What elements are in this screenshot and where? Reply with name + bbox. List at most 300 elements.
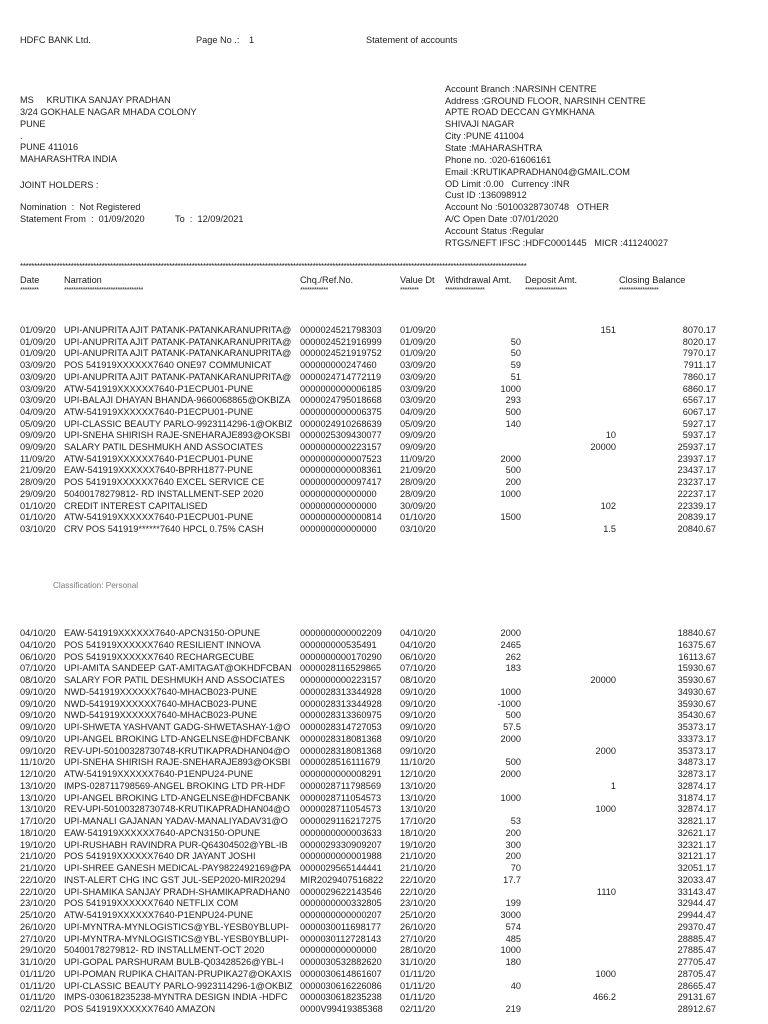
txn-ref-no: 0000029116217275 <box>300 816 382 826</box>
txn-narration: CREDIT INTEREST CAPITALISED <box>64 500 208 511</box>
txn-ref-no: 0000000000006375 <box>300 406 382 417</box>
txn-narration: UPI-AMITA SANDEEP GAT-AMITAGAT@OKHDFCBAN <box>64 663 292 674</box>
txn-ref-no: 0000000000223157 <box>300 675 382 685</box>
txn-value-date: 22/10/20 <box>400 874 436 885</box>
txn-ref-no: 0000000000007523 <box>300 453 382 464</box>
txn-ref-no: 0000000000223157 <box>300 442 382 452</box>
table-row <box>0 337 768 349</box>
table-row <box>0 828 768 840</box>
txn-value-date: 01/11/20 <box>400 968 436 979</box>
txn-value-date: 09/10/20 <box>400 698 436 709</box>
column-header-ref: Chq./Ref.No. <box>300 275 354 285</box>
txn-date: 06/10/20 <box>20 651 56 662</box>
txn-narration: UPI-MANALI GAJANAN YADAV-MANALIYADAV31@O <box>64 816 288 826</box>
txn-ref-no: 0000000000003633 <box>300 827 382 838</box>
txn-withdrawal: 1000 <box>500 488 521 499</box>
txn-narration: IMPS-028711798569-ANGEL BROKING LTD PR-HDF <box>64 780 286 791</box>
txn-value-date: 13/10/20 <box>400 780 436 791</box>
txn-date: 22/10/20 <box>20 874 56 885</box>
txn-date: 29/10/20 <box>20 945 56 956</box>
txn-withdrawal: 500 <box>505 406 521 417</box>
txn-narration: POS 541919XXXXXX7640 RESILIENT INNOVA <box>64 639 261 650</box>
txn-narration: UPI-ANGEL BROKING LTD-ANGELNSE@HDFCBANK <box>64 792 291 803</box>
txn-withdrawal: 53 <box>510 816 521 826</box>
customer-address-1: 3/24 GOKHALE NAGAR MHADA COLONY <box>20 107 197 117</box>
txn-withdrawal: 50 <box>510 348 521 359</box>
table-row <box>0 992 768 1004</box>
txn-withdrawal: 57.5 <box>503 722 521 732</box>
txn-withdrawal: 180 <box>505 957 521 967</box>
txn-narration: UPI-ANGEL BROKING LTD-ANGELNSE@HDFCBANK <box>64 733 291 744</box>
txn-withdrawal: 500 <box>505 757 521 768</box>
txn-date: 04/10/20 <box>20 639 56 650</box>
branch-line-10: Cust ID :136098912 <box>445 190 527 200</box>
txn-value-date: 01/11/20 <box>400 980 436 991</box>
txn-value-date: 28/09/20 <box>400 477 436 488</box>
txn-withdrawal: 200 <box>505 477 521 488</box>
txn-value-date: 03/09/20 <box>400 395 436 406</box>
txn-ref-no: 0000030616226086 <box>300 980 382 991</box>
txn-value-date: 28/09/20 <box>400 488 436 499</box>
txn-narration: CRV POS 541919******7640 HPCL 0.75% CASH <box>64 523 264 534</box>
txn-withdrawal: 485 <box>505 933 521 944</box>
txn-ref-no: 0000028314727053 <box>300 722 382 732</box>
table-row <box>0 407 768 419</box>
txn-value-date: 09/09/20 <box>400 430 436 441</box>
txn-date: 12/10/20 <box>20 769 56 779</box>
txn-value-date: 18/10/20 <box>400 827 436 838</box>
table-row <box>0 501 768 513</box>
txn-ref-no: 000000000000000 <box>300 488 377 499</box>
txn-date: 22/10/20 <box>20 886 56 897</box>
txn-narration: INST-ALERT CHG INC GST JUL-SEP2020-MIR20294 <box>64 874 286 885</box>
txn-ref-no: 0000V99419385368 <box>300 1004 383 1014</box>
txn-deposit: 151 <box>600 325 616 335</box>
page-number: 1 <box>249 35 255 45</box>
txn-date: 01/10/20 <box>20 500 56 511</box>
table-row <box>0 934 768 946</box>
txn-ref-no: 0000030532882620 <box>300 957 382 967</box>
bank-name: HDFC BANK Ltd. <box>20 35 91 45</box>
txn-ref-no: 0000024910268639 <box>300 418 382 429</box>
txn-narration: UPI-RUSHABH RAVINDRA PUR-Q64304502@YBL-IB <box>64 839 288 850</box>
txn-ref-no: 0000024714772119 <box>300 371 382 382</box>
table-row <box>0 489 768 501</box>
txn-closing-balance: 16375.67 <box>677 639 716 650</box>
txn-ref-no: 0000000000008291 <box>300 769 382 779</box>
branch-line-5: City :PUNE 411004 <box>445 131 524 141</box>
table-row <box>0 851 768 863</box>
txn-withdrawal: 140 <box>505 418 521 429</box>
txn-value-date: 09/10/20 <box>400 745 436 756</box>
table-row <box>0 969 768 981</box>
txn-date: 18/10/20 <box>20 827 56 838</box>
txn-withdrawal: 500 <box>505 710 521 721</box>
txn-closing-balance: 33143.47 <box>677 886 716 897</box>
txn-narration: UPI-SHREE GANESH MEDICAL-PAY9822492169@PA <box>64 863 291 873</box>
txn-ref-no: 0000030112728143 <box>300 933 382 944</box>
table-row <box>0 875 768 887</box>
txn-closing-balance: 20839.17 <box>677 512 716 523</box>
txn-ref-no: 0000030011698177 <box>300 921 382 932</box>
txn-date: 11/10/20 <box>20 757 56 768</box>
txn-ref-no: 0000000000170290 <box>300 651 382 662</box>
column-header-withdrawal: Withdrawal Amt. <box>445 275 512 285</box>
txn-closing-balance: 32874.17 <box>677 804 716 815</box>
branch-line-7: Phone no. :020-61606161 <box>445 155 552 165</box>
statement-to: To : 12/09/2021 <box>175 214 244 224</box>
txn-withdrawal: 1000 <box>500 945 521 956</box>
txn-value-date: 02/11/20 <box>400 1004 436 1014</box>
txn-withdrawal: 2000 <box>500 769 521 779</box>
txn-ref-no: 0000025309430077 <box>300 430 382 441</box>
table-row <box>0 419 768 431</box>
txn-value-date: 09/10/20 <box>400 733 436 744</box>
column-underline-ref: ************ <box>300 287 328 294</box>
txn-ref-no: 0000024521916999 <box>300 336 382 347</box>
txn-narration: UPI-CLASSIC BEAUTY PARLO-9923114296-1@OKBIZ <box>64 980 293 991</box>
txn-narration: UPI-ANUPRITA AJIT PATANK-PATANKARANUPRITA@ <box>64 371 292 382</box>
txn-value-date: 05/09/20 <box>400 418 436 429</box>
txn-date: 02/11/20 <box>20 1004 56 1014</box>
txn-date: 19/10/20 <box>20 839 56 850</box>
table-row <box>0 769 768 781</box>
statement-title: Statement of accounts <box>366 35 458 45</box>
txn-value-date: 01/10/20 <box>400 512 436 523</box>
customer-address-2: PUNE <box>20 119 46 129</box>
txn-ref-no: 0000000000097417 <box>300 477 382 488</box>
txn-withdrawal: 2000 <box>500 628 521 638</box>
txn-date: 17/10/20 <box>20 816 56 826</box>
txn-date: 01/11/20 <box>20 968 56 979</box>
txn-date: 09/10/20 <box>20 745 56 756</box>
table-row <box>0 887 768 899</box>
txn-narration: ATW-541919XXXXXX7640-P1ECPU01-PUNE <box>64 383 254 394</box>
txn-closing-balance: 28705.47 <box>677 968 716 979</box>
txn-deposit: 2000 <box>595 745 616 756</box>
txn-withdrawal: 219 <box>505 1004 521 1014</box>
txn-closing-balance: 23437.17 <box>677 465 716 476</box>
txn-withdrawal: 1000 <box>500 792 521 803</box>
txn-value-date: 19/10/20 <box>400 839 436 850</box>
txn-date: 08/10/20 <box>20 675 56 685</box>
txn-ref-no: 0000024795018668 <box>300 395 382 406</box>
table-row <box>0 325 768 337</box>
txn-ref-no: 0000028516111679 <box>300 757 381 768</box>
txn-closing-balance: 22339.17 <box>677 500 716 511</box>
table-row <box>0 348 768 360</box>
txn-closing-balance: 28912.67 <box>677 1004 716 1014</box>
joint-holders: JOINT HOLDERS : <box>20 180 99 190</box>
txn-value-date: 30/09/20 <box>400 500 436 511</box>
txn-deposit: 102 <box>600 500 616 511</box>
txn-closing-balance: 28885.47 <box>677 933 716 944</box>
txn-narration: NWD-541919XXXXXX7640-MHACB023-PUNE <box>64 698 258 709</box>
txn-deposit: 1110 <box>596 886 616 897</box>
txn-deposit: 1 <box>610 780 616 791</box>
table-row <box>0 840 768 852</box>
txn-value-date: 25/10/20 <box>400 910 436 920</box>
txn-date: 09/10/20 <box>20 710 56 721</box>
txn-closing-balance: 35373.17 <box>677 722 716 732</box>
txn-value-date: 11/10/20 <box>400 757 436 768</box>
table-row <box>0 863 768 875</box>
txn-narration: UPI-SHWETA YASHVANT GADG-SHWETASHAY-1@O <box>64 722 291 732</box>
txn-value-date: 03/09/20 <box>400 360 436 371</box>
txn-date: 03/09/20 <box>20 360 56 371</box>
column-header-deposit: Deposit Amt. <box>525 275 578 285</box>
txn-narration: UPI-ANUPRITA AJIT PATANK-PATANKARANUPRITA@ <box>64 348 292 359</box>
txn-narration: IMPS-030618235238-MYNTRA DESIGN INDIA -HDFC <box>64 992 288 1003</box>
txn-date: 03/10/20 <box>20 523 56 534</box>
txn-closing-balance: 29131.67 <box>677 992 716 1003</box>
txn-closing-balance: 15930.67 <box>677 663 716 674</box>
txn-narration: UPI-GOPAL PARSHURAM BULB-Q03428526@YBL-I <box>64 957 284 967</box>
txn-narration: ATW-541919XXXXXX7640-P1ECPU01-PUNE <box>64 512 254 523</box>
txn-closing-balance: 28665.47 <box>677 980 716 991</box>
txn-ref-no: 0000030614861607 <box>300 968 382 979</box>
txn-narration: EAW-541919XXXXXX7640-BPRH1877-PUNE <box>64 465 253 476</box>
txn-date: 31/10/20 <box>20 957 56 967</box>
txn-withdrawal: 199 <box>505 898 521 909</box>
txn-narration: POS 541919XXXXXX7640 AMAZON <box>64 1004 216 1014</box>
txn-ref-no: 000000000247460 <box>300 360 377 371</box>
txn-value-date: 13/10/20 <box>400 792 436 803</box>
txn-date: 21/09/20 <box>20 465 56 476</box>
txn-withdrawal: 1000 <box>500 383 521 394</box>
table-row <box>0 442 768 454</box>
column-underline-deposit: ****************** <box>525 287 567 294</box>
table-row <box>0 512 768 524</box>
txn-value-date: 09/09/20 <box>400 442 436 452</box>
column-header-date: Date <box>20 275 40 285</box>
txn-closing-balance: 34873.17 <box>677 757 716 768</box>
txn-narration: POS 541919XXXXXX7640 RECHARGECUBE <box>64 651 254 662</box>
table-row <box>0 372 768 384</box>
txn-closing-balance: 31874.17 <box>677 792 716 803</box>
txn-value-date: 22/10/20 <box>400 886 436 897</box>
branch-line-14: RTGS/NEFT IFSC :HDFC0001445 MICR :411240027 <box>445 238 669 248</box>
txn-ref-no: 000000000535491 <box>300 639 377 650</box>
txn-withdrawal: 17.7 <box>503 874 521 885</box>
txn-closing-balance: 27705.47 <box>677 957 716 967</box>
txn-closing-balance: 20840.67 <box>677 523 716 534</box>
txn-value-date: 21/09/20 <box>400 465 436 476</box>
txn-ref-no: 0000028711054573 <box>300 792 382 803</box>
txn-closing-balance: 22237.17 <box>677 488 716 499</box>
txn-withdrawal: 262 <box>505 651 521 662</box>
page-no-label: Page No .: <box>196 35 240 45</box>
txn-date: 01/11/20 <box>20 980 56 991</box>
txn-date: 01/09/20 <box>20 336 56 347</box>
table-row <box>0 699 768 711</box>
column-header-value-date: Value Dt <box>400 275 435 285</box>
column-header-closing: Closing Balance <box>619 275 686 285</box>
txn-date: 04/10/20 <box>20 628 56 638</box>
txn-date: 09/10/20 <box>20 722 56 732</box>
txn-date: 13/10/20 <box>20 792 56 803</box>
txn-closing-balance: 29944.47 <box>677 910 716 920</box>
txn-narration: POS 541919XXXXXX7640 DR JAYANT JOSHI <box>64 851 256 862</box>
txn-ref-no: 0000000000001988 <box>300 851 382 862</box>
table-row <box>0 687 768 699</box>
table-row <box>0 384 768 396</box>
txn-date: 03/09/20 <box>20 371 56 382</box>
txn-closing-balance: 32873.17 <box>677 769 716 779</box>
txn-closing-balance: 35430.67 <box>677 710 716 721</box>
txn-narration: ATW-541919XXXXXX7640-P1ENPU24-PUNE <box>64 910 254 920</box>
customer-address-5: MAHARASHTRA INDIA <box>20 154 117 164</box>
txn-closing-balance: 27885.47 <box>677 945 716 956</box>
txn-ref-no: 000000000000000 <box>300 945 377 956</box>
table-row <box>0 454 768 466</box>
table-row <box>0 675 768 687</box>
txn-closing-balance: 35930.67 <box>677 675 716 685</box>
table-row <box>0 465 768 477</box>
txn-narration: SALARY FOR PATIL DESHMUKH AND ASSOCIATES <box>64 675 285 685</box>
table-row <box>0 652 768 664</box>
txn-ref-no: 0000028711054573 <box>300 804 382 815</box>
txn-narration: UPI-BALAJI DHAYAN BHANDA-9660068865@OKBIZA <box>64 395 291 406</box>
txn-deposit: 10 <box>605 430 616 441</box>
txn-value-date: 01/09/20 <box>400 348 436 359</box>
txn-closing-balance: 18840.67 <box>677 628 716 638</box>
table-row <box>0 957 768 969</box>
column-underline-value-date: ******** <box>400 287 419 294</box>
customer-address-3: . <box>20 131 23 141</box>
table-row <box>0 816 768 828</box>
txn-closing-balance: 29370.47 <box>677 921 716 932</box>
txn-deposit: 1000 <box>595 968 616 979</box>
txn-date: 09/10/20 <box>20 698 56 709</box>
table-row <box>0 710 768 722</box>
table-row <box>0 1004 768 1016</box>
txn-date: 09/10/20 <box>20 733 56 744</box>
branch-line-4: SHIVAJI NAGAR <box>445 119 515 129</box>
txn-value-date: 06/10/20 <box>400 651 436 662</box>
table-row <box>0 898 768 910</box>
txn-narration: 50400178279812- RD INSTALLMENT-OCT 2020 <box>64 945 265 956</box>
txn-date: 01/10/20 <box>20 512 56 523</box>
txn-ref-no: 000000000000000 <box>300 500 377 511</box>
txn-value-date: 01/09/20 <box>400 336 436 347</box>
txn-value-date: 04/09/20 <box>400 406 436 417</box>
txn-ref-no: 0000029330909207 <box>300 839 382 850</box>
txn-narration: UPI-MYNTRA-MYNLOGISTICS@YBL-YESB0YBLUPI- <box>64 933 289 944</box>
nomination: Nomination : Not Registered <box>20 202 141 212</box>
txn-value-date: 31/10/20 <box>400 957 436 967</box>
txn-ref-no: 0000024521919752 <box>300 348 382 359</box>
column-underline-narration: ********************************** <box>64 287 144 294</box>
txn-value-date: 08/10/20 <box>400 675 436 685</box>
branch-line-6: State :MAHARASHTRA <box>445 143 543 153</box>
column-underline-date: ******** <box>20 287 39 294</box>
txn-value-date: 04/10/20 <box>400 639 436 650</box>
txn-date: 01/09/20 <box>20 348 56 359</box>
txn-value-date: 21/10/20 <box>400 851 436 862</box>
txn-date: 03/09/20 <box>20 395 56 406</box>
txn-date: 09/10/20 <box>20 686 56 697</box>
txn-narration: SALARY PATIL DESHMUKH AND ASSOCIATES <box>64 442 263 452</box>
txn-date: 28/09/20 <box>20 477 56 488</box>
txn-closing-balance: 35930.67 <box>677 698 716 709</box>
txn-ref-no: 000000000000000 <box>300 523 377 534</box>
txn-ref-no: 0000000000000814 <box>300 512 382 523</box>
txn-withdrawal: 1500 <box>500 512 521 523</box>
txn-withdrawal: 1000 <box>500 686 521 697</box>
table-row <box>0 360 768 372</box>
txn-date: 05/09/20 <box>20 418 56 429</box>
txn-narration: UPI-MYNTRA-MYNLOGISTICS@YBL-YESB0YBLUPI- <box>64 921 289 932</box>
txn-value-date: 11/09/20 <box>400 453 436 464</box>
txn-date: 25/10/20 <box>20 910 56 920</box>
txn-closing-balance: 6067.17 <box>682 406 716 417</box>
txn-ref-no: 0000030618235238 <box>300 992 382 1003</box>
table-row <box>0 910 768 922</box>
table-row <box>0 663 768 675</box>
table-row <box>0 804 768 816</box>
txn-date: 03/09/20 <box>20 383 56 394</box>
txn-value-date: 21/10/20 <box>400 863 436 873</box>
branch-line-13: Account Status :Regular <box>445 226 545 236</box>
txn-date: 27/10/20 <box>20 933 56 944</box>
table-row <box>0 628 768 640</box>
txn-value-date: 26/10/20 <box>400 921 436 932</box>
txn-withdrawal: 3000 <box>500 910 521 920</box>
txn-date: 26/10/20 <box>20 921 56 932</box>
txn-narration: POS 541919XXXXXX7640 NETFLIX COM <box>64 898 239 909</box>
txn-ref-no: 0000029622143546 <box>300 886 382 897</box>
txn-date: 09/09/20 <box>20 430 56 441</box>
txn-ref-no: 0000000000000207 <box>300 910 382 920</box>
txn-closing-balance: 8070.17 <box>682 325 716 335</box>
txn-narration: POS 541919XXXXXX7640 ONE97 COMMUNICAT <box>64 360 272 371</box>
customer-name: MS KRUTIKA SANJAY PRADHAN <box>20 95 171 105</box>
txn-withdrawal: 183 <box>505 663 521 674</box>
txn-closing-balance: 25937.17 <box>677 442 716 452</box>
separator-stars: ************************************************************************************************************************************************************************************ <box>20 263 527 271</box>
txn-narration: UPI-SHAMIKA SANJAY PRADH-SHAMIKAPRADHAN0 <box>64 886 290 897</box>
customer-address-4: PUNE 411016 <box>20 142 79 152</box>
txn-date: 11/09/20 <box>20 453 56 464</box>
txn-withdrawal: 2465 <box>500 639 521 650</box>
table-row <box>0 746 768 758</box>
txn-withdrawal: 70 <box>510 863 521 873</box>
txn-ref-no: 0000028313360975 <box>300 710 382 721</box>
txn-deposit: 1000 <box>595 804 616 815</box>
txn-value-date: 27/10/20 <box>400 933 436 944</box>
table-row <box>0 395 768 407</box>
txn-value-date: 07/10/20 <box>400 663 436 674</box>
txn-ref-no: 0000029565144441 <box>300 863 382 873</box>
txn-closing-balance: 33373.17 <box>677 733 716 744</box>
txn-closing-balance: 8020.17 <box>682 336 716 347</box>
txn-date: 21/10/20 <box>20 851 56 862</box>
txn-closing-balance: 35373.17 <box>677 745 716 756</box>
txn-narration: 50400178279812- RD INSTALLMENT-SEP 2020 <box>64 488 264 499</box>
txn-withdrawal: 293 <box>505 395 521 406</box>
txn-withdrawal: 59 <box>510 360 521 371</box>
txn-value-date: 09/10/20 <box>400 722 436 732</box>
txn-value-date: 17/10/20 <box>400 816 436 826</box>
txn-closing-balance: 32821.17 <box>677 816 716 826</box>
txn-value-date: 04/10/20 <box>400 628 436 638</box>
txn-closing-balance: 5937.17 <box>682 430 716 441</box>
branch-line-8: Email :KRUTIKAPRADHAN04@GMAIL.COM <box>445 167 630 177</box>
txn-ref-no: 0000028313344928 <box>300 686 382 697</box>
txn-narration: UPI-SNEHA SHIRISH RAJE-SNEHARAJE893@OKSBI <box>64 430 291 441</box>
txn-closing-balance: 7860.17 <box>682 371 716 382</box>
